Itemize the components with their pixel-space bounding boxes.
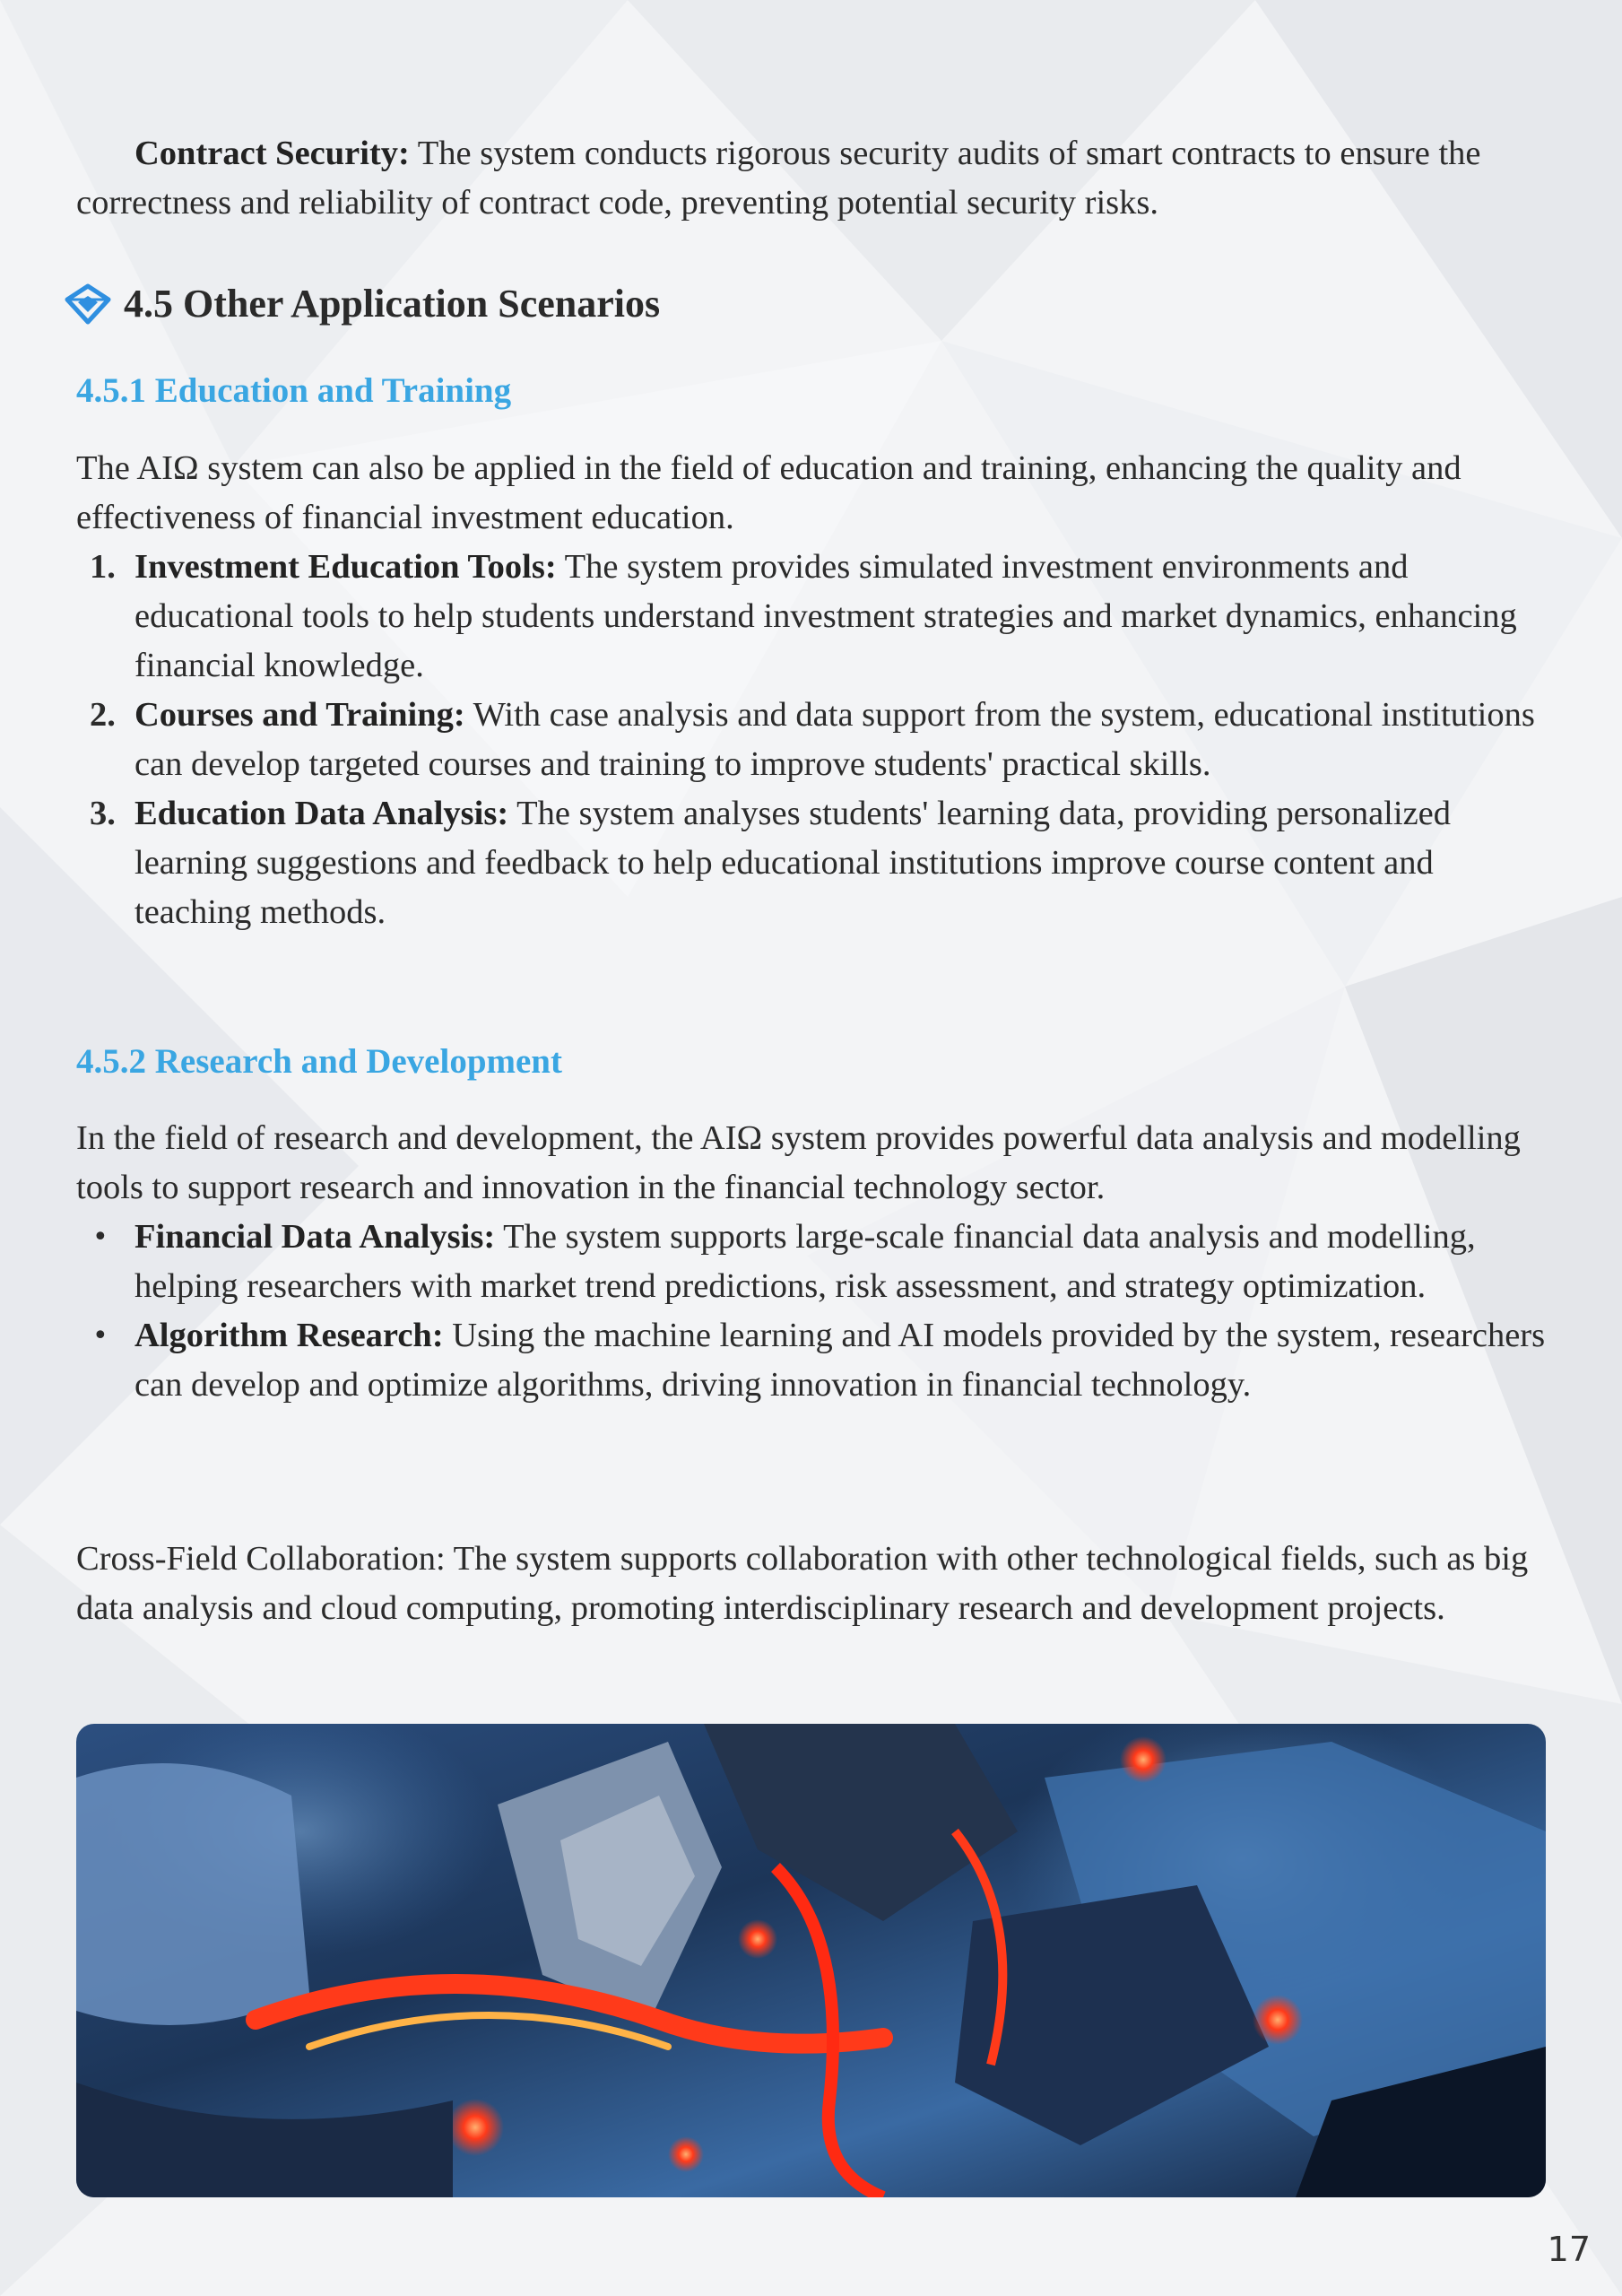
bullet-icon: • [92,1222,108,1253]
cross-field-paragraph: Cross-Field Collaboration: The system supports collaboration with other technological fields, such as big data analysis and cloud computing, promoting interdisciplinary research and development projects. [76,1540,1529,1627]
list-item-text: The system analyses students' learning data, providing personalized learning suggestions and feedback to help educational institutions improve course content and teaching methods. [134,795,1451,931]
list-item [76,1213,1547,1311]
list-item-text: Using the machine learning and AI models provided by the system, researchers can develop and optimize algorithms, driving innovation in financial technology. [134,1317,1546,1404]
list-item-label: Education Data Analysis: [134,795,509,832]
contract-security-text: The system conducts rigorous security audits of smart contracts to ensure the correctness and reliability of contract code, preventing potential security risks. [76,135,1481,222]
robot-banner-image [76,1724,1546,2197]
list-item [76,691,1547,789]
list-item-text: The system provides simulated investment environments and educational tools to help students understand investment strategies and market dynamics, enhancing financial knowledge. [134,548,1517,684]
education-subheading: 4.5.1 Education and Training [76,371,512,410]
research-subheading: 4.5.2 Research and Development [76,1042,562,1081]
list-item [76,543,1547,691]
list-number: 1. [90,548,116,586]
list-item-label: Investment Education Tools: [134,548,557,586]
contract-security-paragraph [76,129,1547,228]
research-intro: In the field of research and development, the AIΩ system provides powerful data analysis and modelling tools to support research and innovation in the financial technology sector. [76,1119,1521,1206]
list-number: 2. [90,696,116,734]
list-item-label: Financial Data Analysis: [134,1218,496,1256]
list-number: 3. [90,795,116,832]
list-item-text: With case analysis and data support from the system, educational institutions can develop targeted courses and training to improve students' practical skills. [134,696,1535,783]
diamond-icon [65,283,111,325]
bullet-icon: • [92,1320,108,1352]
list-item-text: The system supports large-scale financial data analysis and modelling, helping researchers with market trend predictions, risk assessment, and strategy optimization. [134,1218,1476,1305]
education-list [76,543,1547,937]
section-heading [65,277,660,331]
list-item [76,1311,1547,1410]
section-title: 4.5 Other Application Scenarios [124,282,661,326]
list-item [76,789,1547,937]
page-number: 17 [1547,2230,1591,2269]
contract-security-label: Contract Security: [134,135,410,172]
list-item-label: Algorithm Research: [134,1317,444,1354]
education-intro: The AIΩ system can also be applied in the field of education and training, enhancing the quality and effectiveness of financial investment education. [76,449,1462,536]
research-list [76,1213,1547,1410]
list-item-label: Courses and Training: [134,696,465,734]
